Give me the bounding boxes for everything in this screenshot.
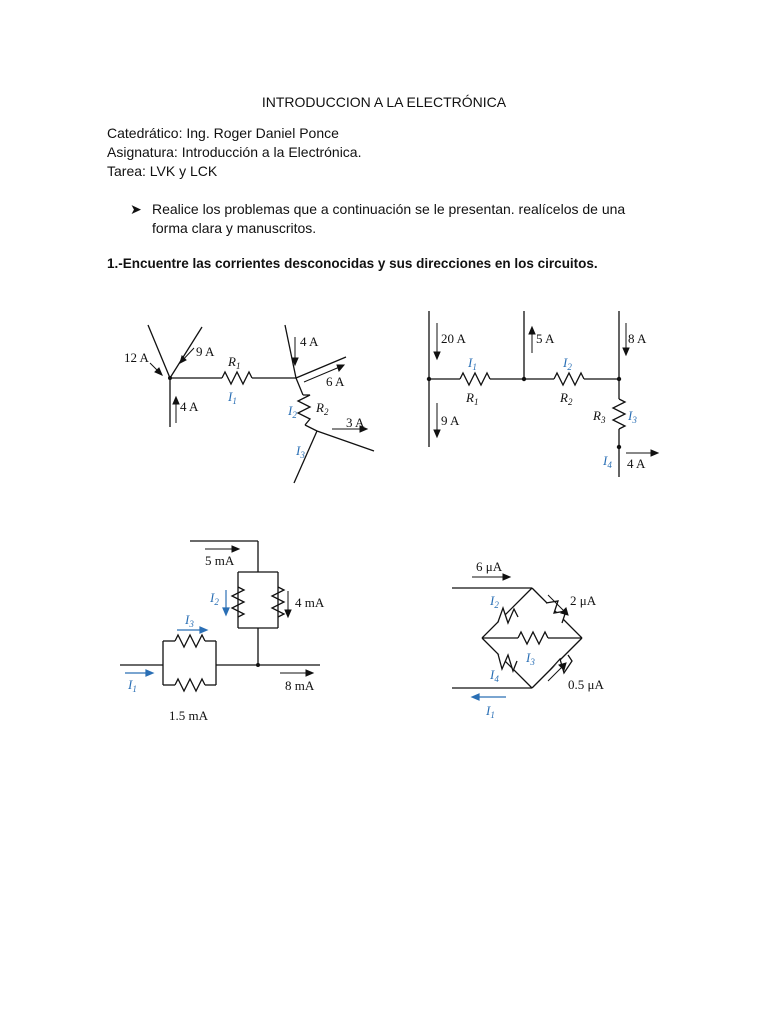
circuit-mark [223, 608, 229, 615]
label-i3: $I_3$ [526, 650, 535, 667]
circuit-b [420, 305, 670, 490]
resistor-i3 [518, 632, 548, 644]
question-1: 1.-Encuentre las corrientes desconocidas y sus direcciones en los circuitos. [107, 256, 598, 271]
circuit-mark [306, 670, 313, 676]
circuit-c [115, 535, 330, 730]
label-9a: 9 A [196, 344, 215, 359]
circuit-mark [337, 365, 344, 371]
label-4a: 4 A [180, 399, 199, 414]
label-i3: $I_3$ [185, 612, 194, 629]
resistor-top [175, 635, 205, 647]
label-4a: 4 A [627, 456, 646, 471]
wire [305, 425, 317, 431]
circuit-mark [173, 397, 179, 404]
label-i2: $I_2$ [288, 403, 297, 420]
label-4a-top: 4 A [300, 334, 319, 349]
circuit-mark [623, 348, 629, 355]
node [522, 377, 526, 381]
label-r1: $R_1$ [466, 390, 479, 407]
resistor-r1 [460, 373, 490, 385]
label-3a: 3 A [346, 415, 365, 430]
resistor-i2 [498, 608, 518, 623]
circuit-mark [651, 450, 658, 456]
wire [296, 378, 303, 395]
circuit-mark [434, 352, 440, 359]
circuit-mark [472, 694, 479, 700]
header-meta [107, 124, 361, 181]
resistor-r1 [222, 372, 252, 384]
label-i2: $I_2$ [210, 590, 219, 607]
tarea-line: Tarea: LVK y LCK [107, 163, 218, 179]
label-8a: 8 A [628, 331, 647, 346]
label-r2: $R_2$ [560, 390, 573, 407]
circuit-mark [146, 670, 153, 676]
label-i1: $I_1$ [486, 703, 495, 720]
label-1-5ma: 1.5 mA [169, 708, 208, 723]
circuit-mark [200, 627, 207, 633]
resistor-r2 [298, 395, 310, 425]
label-i4: $I_4$ [490, 667, 499, 684]
resistor-r3 [613, 399, 625, 429]
label-r1: $R_1$ [228, 354, 241, 371]
catedratico-line: Catedrático: Ing. Roger Daniel Ponce [107, 125, 339, 141]
label-i4: $I_4$ [603, 453, 612, 470]
resistor-r2 [554, 373, 584, 385]
circuit-mark [232, 546, 239, 552]
label-i1: $I_1$ [228, 389, 237, 406]
label-2ua: 2 μA [570, 593, 597, 608]
label-0-5ua: 0.5 μA [568, 677, 604, 692]
label-5ma: 5 mA [205, 553, 235, 568]
wire [317, 431, 374, 451]
label-i2: $I_2$ [563, 355, 572, 372]
arrow-bullet-icon: ➤ [130, 201, 142, 217]
document-title: INTRODUCCION A LA ELECTRÓNICA [261, 94, 507, 110]
label-r2: $R_2$ [316, 400, 329, 417]
label-5a: 5 A [536, 331, 555, 346]
asignatura-line: Asignatura: Introducción a la Electrónica. [107, 144, 362, 160]
resistor-bottom [175, 679, 205, 691]
node [427, 377, 431, 381]
resistor-i4 [498, 654, 517, 671]
label-r3: $R_3$ [593, 408, 606, 425]
node [256, 663, 260, 667]
label-12a: 12 A [124, 350, 149, 365]
label-20a: 20 A [441, 331, 466, 346]
circuit-mark [503, 574, 510, 580]
label-4ma: 4 mA [295, 595, 325, 610]
label-i1: $I_1$ [468, 355, 477, 372]
circuit-a [110, 315, 390, 495]
label-i3: $I_3$ [296, 443, 305, 460]
node [617, 377, 621, 381]
node [617, 445, 621, 449]
label-i1: $I_1$ [128, 677, 137, 694]
label-i3: $I_3$ [628, 408, 637, 425]
circuit-mark [285, 610, 291, 617]
label-i2: $I_2$ [490, 593, 499, 610]
circuit-d [450, 555, 630, 725]
label-9a: 9 A [441, 413, 460, 428]
node [168, 376, 172, 380]
wire [285, 325, 296, 378]
circuit-mark [434, 430, 440, 437]
label-6a: 6 A [326, 374, 345, 389]
label-8ma: 8 mA [285, 678, 315, 693]
instruction-text: Realice los problemas que a continuación se le presentan. realícelos de una forma clara y manuscritos. [152, 201, 626, 236]
label-6ua: 6 μA [476, 559, 503, 574]
circuit-mark [529, 327, 535, 334]
